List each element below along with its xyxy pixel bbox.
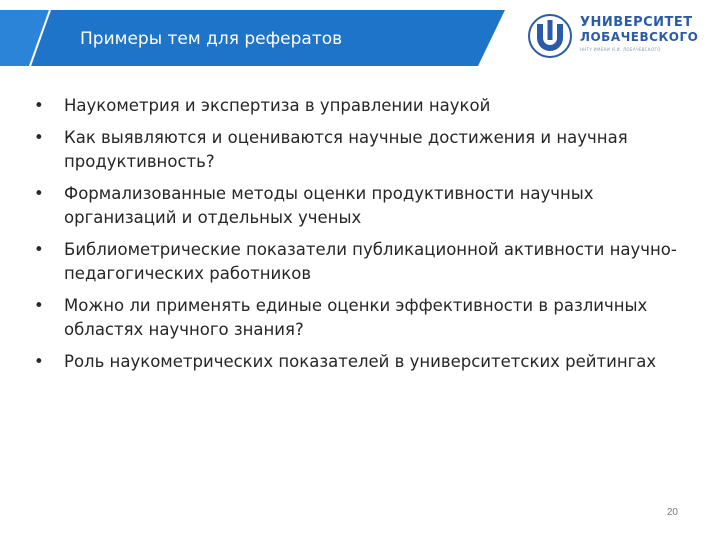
list-item [34,94,704,118]
logo-text-line1: УНИВЕРСИТЕТ [580,15,693,30]
list-item-text: Формализованные методы оценки продуктивности научных организаций и отдельных ученых [64,184,594,227]
page-number: 20 [666,507,678,518]
university-logo [528,14,708,60]
bullet-icon: • [34,184,44,203]
bullet-icon: • [34,296,44,315]
list-item-text: Библиометрические показатели публикационной активности научно-педагогических работников [64,240,677,283]
list-item [34,294,704,342]
list-item [34,350,704,374]
bullet-icon: • [34,96,44,115]
list-item [34,126,704,174]
logo-subline: ННГУ ИМЕНИ Н.И. ЛОБАЧЕВСКОГО [580,47,661,52]
bullet-icon: • [34,128,44,147]
logo-mark-icon [528,14,572,58]
list-item [34,238,704,286]
topic-list [34,94,704,382]
logo-text-line2: ЛОБАЧЕВСКОГО [580,30,699,44]
list-item [34,182,704,230]
list-item-text: Как выявляются и оцениваются научные достижения и научная продуктивность? [64,128,628,171]
list-item-text: Можно ли применять единые оценки эффективности в различных областях научного знания? [64,296,648,339]
list-item-text: Роль наукометрических показателей в университетских рейтингах [64,352,657,371]
title-banner [0,10,505,66]
bullet-icon: • [34,352,44,371]
list-item-text: Наукометрия и экспертиза в управлении наукой [64,96,491,115]
page-title: Примеры тем для рефератов [80,29,343,49]
bullet-icon: • [34,240,44,259]
